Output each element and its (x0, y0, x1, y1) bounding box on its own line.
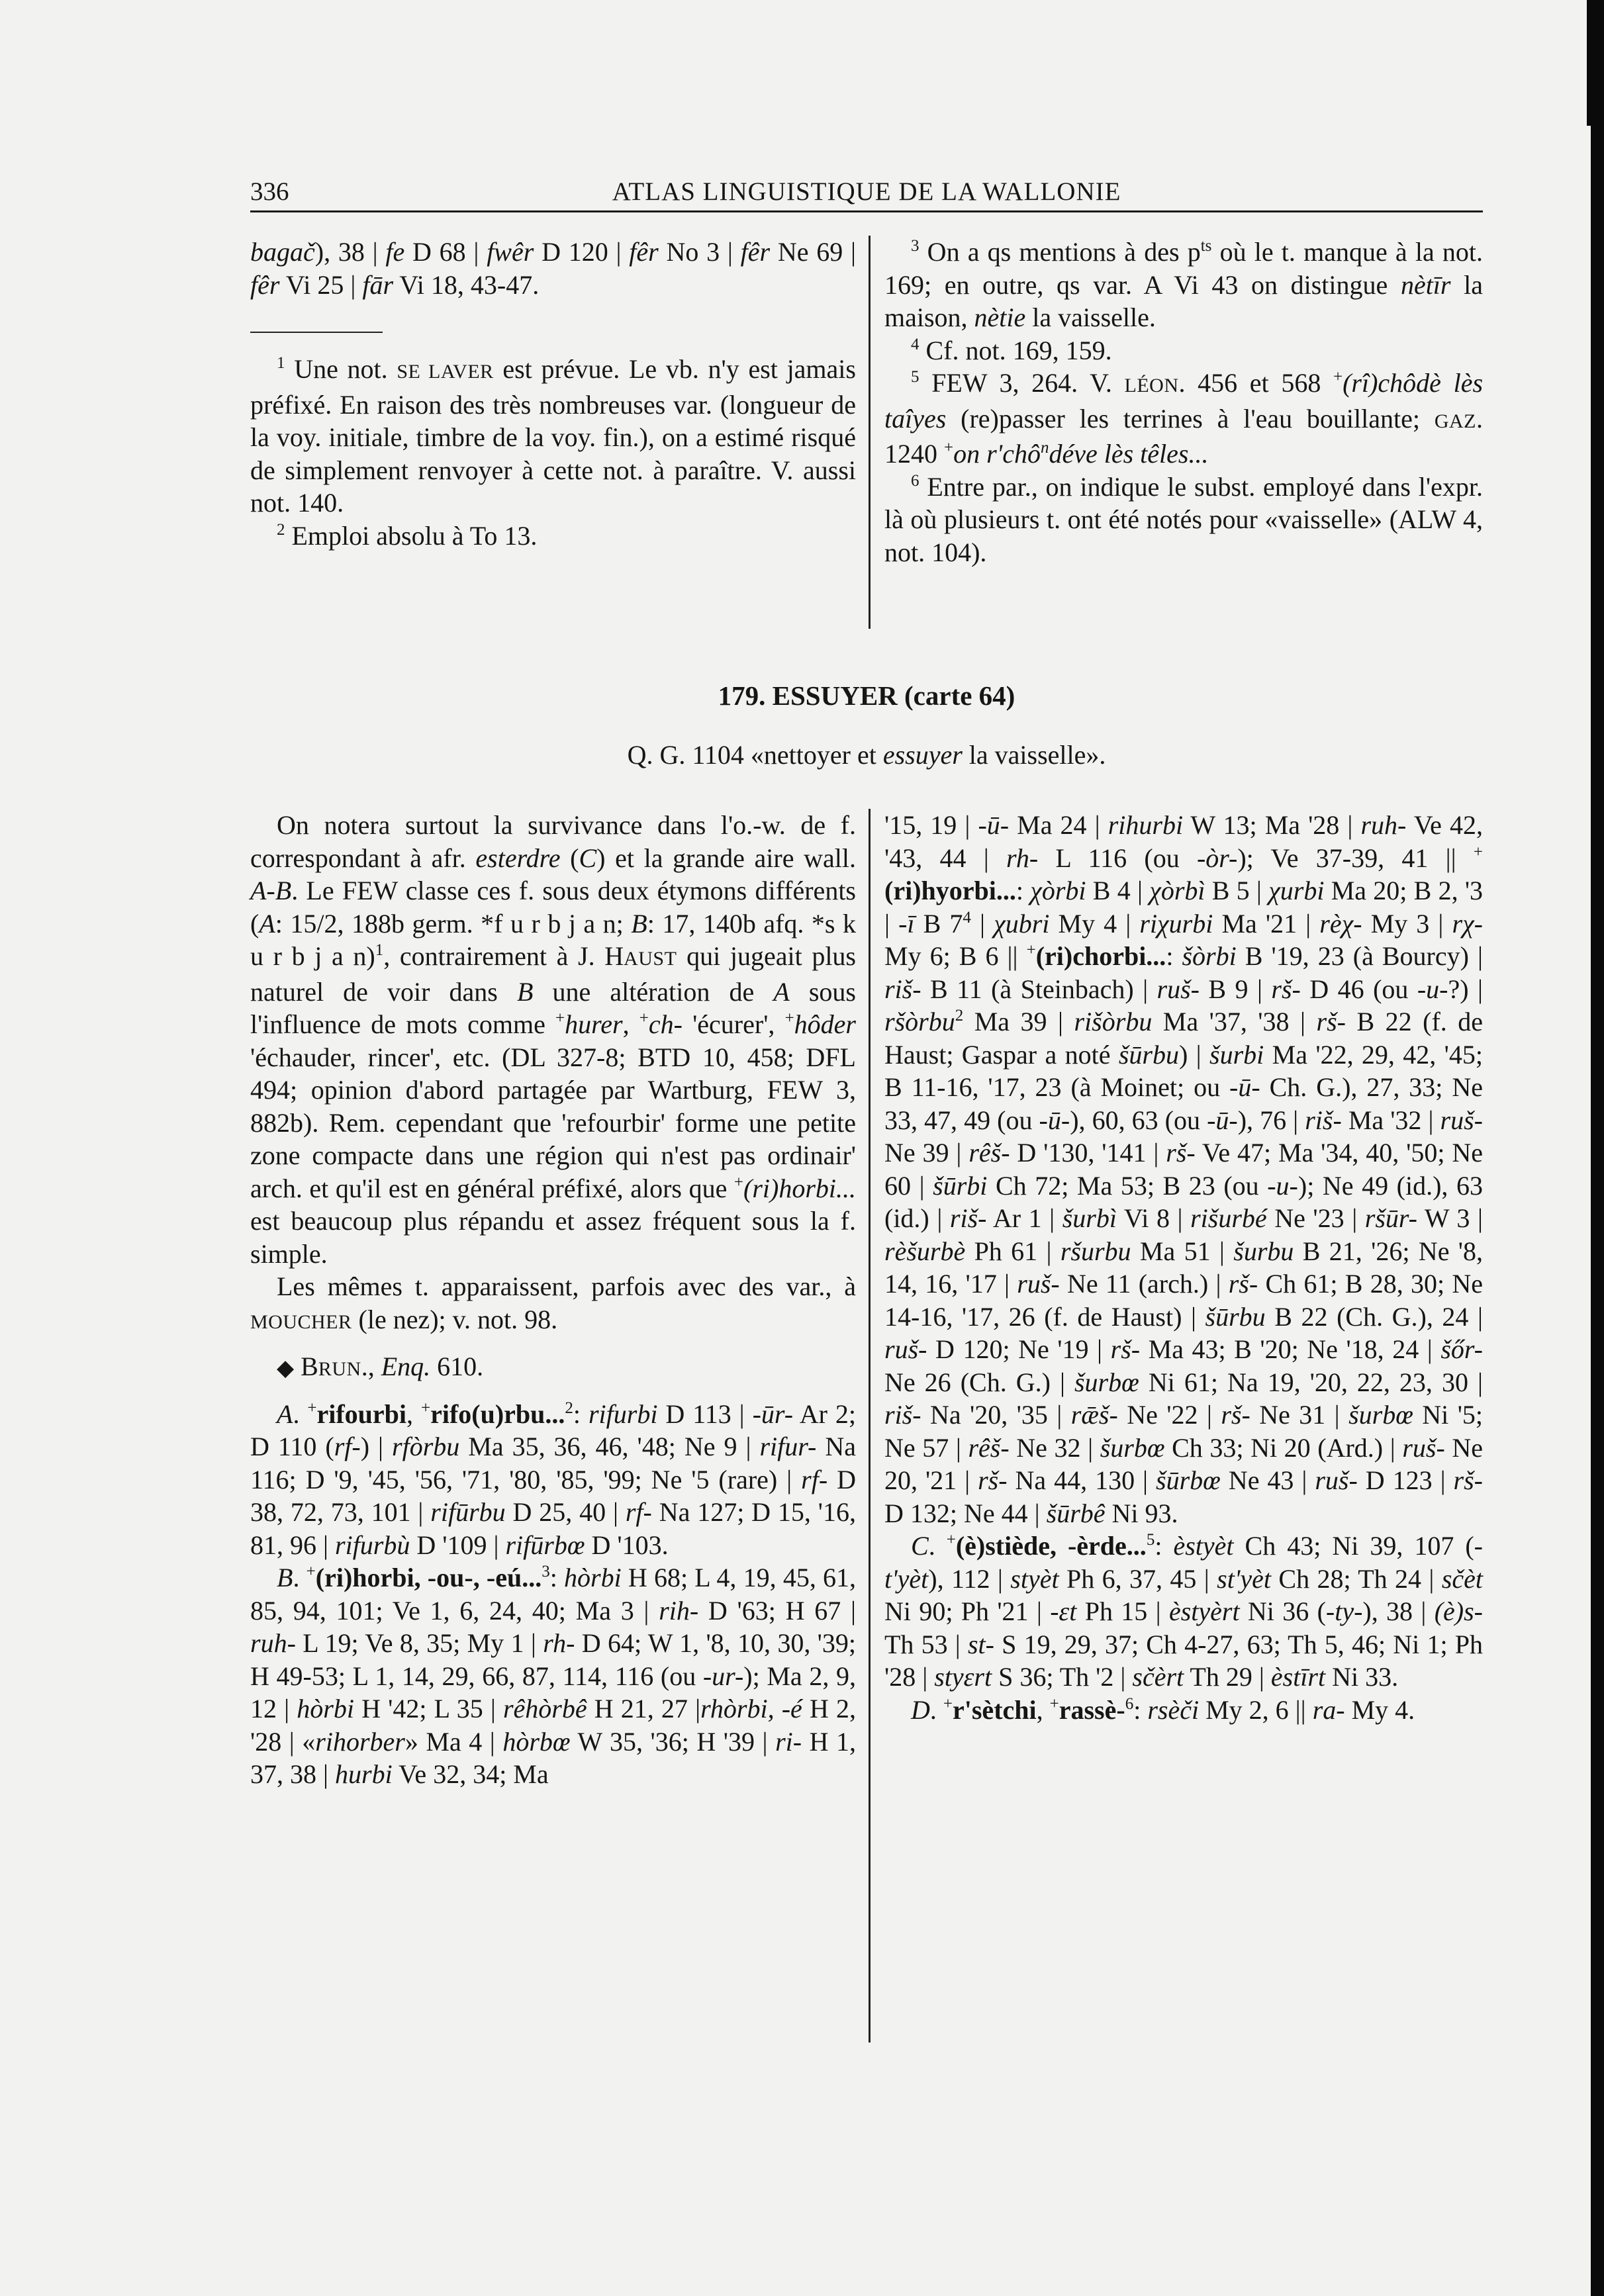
footnote-2: $^2$ Emploi absolu à To 13. (277, 520, 538, 551)
top-right-column (884, 236, 1483, 569)
footnote-1: $^1$ Une not. SE LAVER est prévue. Le vb. n'y est jamais préfixé. En raison des très nombreuses var. (longueur de la voy. initiale, timbre de la voy. fin.), on a estimé risqué de simplement renvoyer à cette not. à paraître. V. aussi not. 140. (250, 354, 856, 518)
footnote-4: $^4$ Cf. not. 169, 159. (911, 335, 1112, 365)
intro-paragraph: On notera surtout la survivance dans l'o.-w. de f. correspondant à afr. esterdre (C) et la grande aire wall. A-B. Le FEW classe ces f. sous deux étymons différents (A: 15/2, 188b germ. *f u r b j a n; B: 17, 140b afq. *s k u r b j a n)$^1$, contrairement à J. HAUST qui jugeait plus naturel de voir dans B une altération de A sous l'influence de mots comme +hurer, +ch- 'écurer', +hôder 'échauder, rincer', etc. (DL 327-8; BTD 10, 458; DFL 494; opinion d'abord partagée par Wartburg, FEW 3, 882b). Rem. cependant que 'refourbir' forme une petite zone compacte dans une région qui n'est pas ordinair' arch. et qu'il est en général préfixé, alors que +(ri)horbi... est beaucoup plus répandu et assez fréquent sous la f. simple. (250, 810, 856, 1269)
running-head (250, 171, 1483, 212)
column-divider-body (869, 809, 871, 2043)
section-b-continued: '15, 19 | -ū- Ma 24 | rihurbi W 13; Ma '28 | ruh- Ve 42, '43, 44 | rh- L 116 (ou -òr-); Ve 37-39, 41 || +(ri)hyorbi...: χòrbi B 4 | χòrbì B 5 | χurbi Ma 20; B 2, '3 | -ī B $7^4$ | χubri My 4 | riχurbi Ma '21 | rèχ- My 3 | rχ- My 6; B 6 || +(ri)chorbi...: šòrbi B '19, 23 (à Bourcy) | riš- B 11 (à Steinbach) | ruš- B 9 | rš- D 46 (ou -u-?) | ršòrbu$^2$ Ma 39 | rišòrbu Ma '37, '38 | rš- B 22 (f. de Haust; Gaspar a noté šūrbu) | šurbi Ma '22, 29, 42, '45; B 11-16, '17, 23 (à Moinet; ou -ū- Ch. G.), 27, 33; Ne 33, 47, 49 (ou -ū-), 60, 63 (ou -ū-), 76 | riš- Ma '32 | ruš- Ne 39 | rêš- D '130, '141 | rš- Ve 47; Ma '34, 40, '50; Ne 60 | šūrbi Ch 72; Ma 53; B 23 (ou -u-); Ne 49 (id.), 63 (id.) | riš- Ar 1 | šurbì Vi 8 | rišurbé Ne '23 | ršūr- W 3 | rèšurbè Ph 61 | ršurbu Ma 51 | šurbu B 21, '26; Ne '8, 14, 16, '17 | ruš- Ne 11 (arch.) | rš- Ch 61; B 28, 30; Ne 14-16, '17, 26 (f. de Haust) | šūrbu B 22 (Ch. G.), 24 | ruš- D 120; Ne '19 | rš- Ma 43; B '20; Ne '18, 24 | šőr- Ne 26 (Ch. G.) | šurbœ Ni 61; Na 19, '20, 22, 23, 30 | riš- Na '20, '35 | rǣš- Ne '22 | rš- Ne 31 | šurbœ Ni '5; Ne 57 | rêš- Ne 32 | šurbœ Ch 33; Ni 20 (Ard.) | ruš- Ne 20, '21 | rš- Na 44, 130 | šūrbœ Ne 43 | ruš- D 123 | rš- D 132; Ne 44 | šūrbê Ni 93. (884, 810, 1484, 1528)
diamond-icon: ◆ (277, 1356, 295, 1381)
body-right-column (884, 809, 1483, 1726)
footnote-5: $^5$ FEW 3, 264. V. LÉON. 456 et 568 +(rî)chôdè lès taîyes (re)passer les terrines à l'eau bouillante; GAZ. 1240 +on r'chô$^n$déve lès têles... (884, 368, 1484, 469)
page-number: 336 (250, 177, 289, 206)
section-b: B. +(ri)horbi, -ou-, -eú...$^3$: hòrbi H 68; L 4, 19, 45, 61, 85, 94, 101; Ve 1, 6, 24, 40; Ma 3 | rih- D '63; H 67 | ruh- L 19; Ve 8, 35; My 1 | rh- D 64; W 1, '8, 10, 30, '39; H 49-53; L 1, 14, 29, 66, 87, 114, 116 (ou -ur-); Ma 2, 9, 12 | hòrbi H '42; L 35 | rêhòrbê H 21, 27 |rhòrbi, -é H 2, '28 | «rihorber» Ma 4 | hòrbœ W 35, '36; H '39 | ri- H 1, 37, 38 | hurbi Ve 32, 34; Ma (250, 1563, 857, 1789)
running-title: ATLAS LINGUISTIQUE DE LA WALLONIE (612, 177, 1121, 206)
section-c: C. +(è)stiède, -èrde...$^5$: èstyèt Ch 43; Ni 39, 107 (-t'yèt), 112 | styèt Ph 6, 37, 45 | st'yèt Ch 28; Th 24 | sčèt Ni 90; Ph '21 | -ɛt Ph 15 | èstyèrt Ni 36 (-ty-), 38 | (è)s- Th 53 | st- S 19, 29, 37; Ch 4-27, 63; Th 5, 46; Ni 1; Ph '28 | styɛrt S 36; Th '2 | sčèrt Th 29 | èstīrt Ni 33. (884, 1531, 1484, 1692)
column-divider-top (869, 236, 871, 629)
continuation-text: bagač), 38 | fe D 68 | fwêr D 120 | fêr No 3 | fêr Ne 69 | fêr Vi 25 | fār Vi 18, 43-47. (250, 237, 856, 300)
body-left-column (250, 809, 856, 1791)
footnote-separator (250, 332, 383, 333)
moucher-paragraph: Les mêmes t. apparaissent, parfois avec des var., à MOUCHER (le nez); v. not. 98. (250, 1271, 856, 1334)
footnote-3: $^3$ On a qs mentions à des $p^{ts}$ où le t. manque à la not. 169; en outre, qs var. A Vi 43 on distingue nètīr la maison, nètie la vaisselle. (884, 237, 1483, 332)
section-d: D. +r'sètchi, +rassè-$^6$: rsèči My 2, 6 || ra- My 4. (911, 1694, 1415, 1725)
footnote-6: $^6$ Entre par., on indique le subst. employé dans l'expr. là où plusieurs t. ont été notés pour «vaisselle» (ALW 4, not. 104). (884, 471, 1483, 567)
section-title: 179. ESSUYER (carte 64) (718, 680, 1015, 711)
section-question: Q. G. 1104 «nettoyer et essuyer la vaisselle». (627, 740, 1106, 770)
reference-line: ◆ BRUN., Enq. 610. (277, 1352, 484, 1381)
scan-edge-bar (1591, 0, 1604, 2296)
section-a: A. +rifourbi, +rifo(u)rbu...$^2$: rifurbi D 113 | -ūr- Ar 2; D 110 (rf-) | rfòrbu Ma 35, 36, 46, '48; Ne 9 | rifur- Na 116; D '9, '45, '56, '71, '80, '85, '99; Ne '5 (rare) | rf- D 38, 72, 73, 101 | rifūrbu D 25, 40 | rf- Na 127; D 15, '16, 81, 96 | rifurbù D '109 | rifūrbœ D '103. (250, 1399, 856, 1560)
top-left-column (250, 236, 856, 552)
